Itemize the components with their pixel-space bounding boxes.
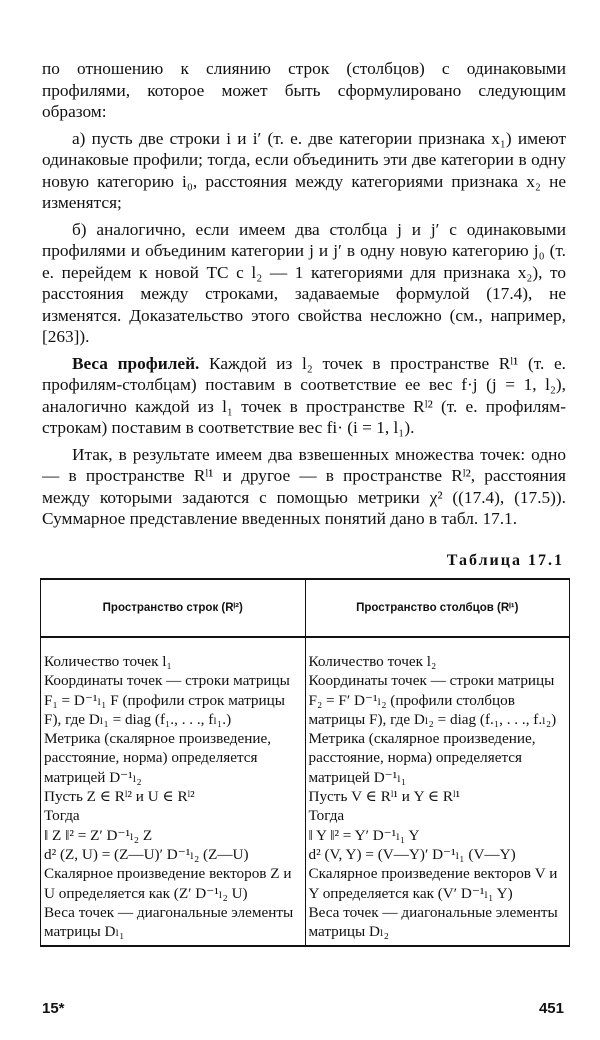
left-item: ‖ Z ‖² = Z′ D⁻¹ₗ₂ Z xyxy=(44,826,153,844)
table-body-row xyxy=(41,637,570,946)
header-rows-space: Пространство строк (Rˡ²) xyxy=(41,579,306,637)
right-item: Веса точек — диагональные элементы матрицы Dₗ₂ xyxy=(308,903,558,941)
right-item: Пусть V ∈ Rˡ¹ и Y ∈ Rˡ¹ xyxy=(308,788,461,806)
right-item: d² (V, Y) = (V—Y)′ D⁻¹ₗ₁ (V—Y) xyxy=(308,845,516,863)
column-columns-space xyxy=(305,637,570,946)
right-item: Тогда xyxy=(308,807,345,825)
column-rows-space xyxy=(41,637,306,946)
paragraph-5: Итак, в результате имеем два взвешенных множества точек: одно — в пространстве Rˡ¹ и другое — в пространстве Rˡ², расстояния между которыми задаются с помощью метрики χ² ((17.4), (17.5)). Суммарное представление введенных понятий дано в табл. 17.1. xyxy=(42,444,566,528)
right-item: Метрика (скалярное произведение, расстояние, норма) определяется матрицей D⁻¹ₗ₁ xyxy=(308,730,536,786)
right-item: Количество точек l₂ xyxy=(308,653,437,670)
body-text xyxy=(42,58,566,530)
page-number: 451 xyxy=(538,1000,564,1017)
left-item: Скалярное произведение векторов Z и U определяется как (Z′ D⁻¹ₗ₂ U) xyxy=(44,865,292,902)
right-item: ‖ Y ‖² = Y′ D⁻¹ₗ₁ Y xyxy=(308,826,420,844)
table-header-row xyxy=(41,579,570,637)
paragraph-2: а) пусть две строки i и i′ (т. е. две категории признака x₁) имеют одинаковые профили; тогда, если объединить эти две категории в одну новую категорию i₀, расстояния между категориями признака x₂ не изменятся; xyxy=(42,128,566,212)
left-item: Метрика (скалярное произведение, расстояние, норма) определяется матрицей D⁻¹ₗ₂ xyxy=(44,730,272,786)
summary-table xyxy=(40,578,570,947)
table-caption: Таблица 17.1 xyxy=(446,552,564,569)
paragraph-4 xyxy=(42,353,566,439)
paragraph-4-heading: Веса профилей. xyxy=(72,353,200,373)
right-item: Скалярное произведение векторов V и Y определяется как (V′ D⁻¹ₗ₁ Y) xyxy=(308,865,558,902)
left-item: d² (Z, U) = (Z—U)′ D⁻¹ₗ₂ (Z—U) xyxy=(44,845,249,863)
paragraph-4-text: Каждой из l₂ точек в пространстве Rˡ¹ (т. е. профилям-столбцам) поставим в соответствие ее вес f·j (j = 1, l₂), аналогично каждой из l₁ точек в пространстве Rˡ² (т. е. профилям-строкам) поставим в соответствие вес fi· (i = 1, l₁). xyxy=(42,353,566,437)
paragraph-1: по отношению к слиянию строк (столбцов) с одинаковыми профилями, которое может быть сформулировано следующим образом: xyxy=(42,59,566,121)
right-item: Координаты точек — строки матрицы F₂ = F′ D⁻¹ₗ₂ (профили столбцов матрицы F), где Dₗ₂ = diag (f.₁, . . ., f.ₗ₂) xyxy=(308,672,557,728)
left-item: Тогда xyxy=(44,807,80,825)
left-item: Пусть Z ∈ Rˡ² и U ∈ Rˡ² xyxy=(44,788,195,806)
left-item: Координаты точек — строки матрицы F₁ = D⁻¹ₗ₁ F (профили строк матрицы F), где Dₗ₁ = diag (f₁., . . ., fₗ₁.) xyxy=(44,672,290,728)
header-columns-space: Пространство столбцов (Rˡ¹) xyxy=(305,579,570,637)
sheet-signature: 15* xyxy=(42,1000,65,1017)
paragraph-3: б) аналогично, если имеем два столбца j и j′ с одинаковыми профилями и объединим категории j и j′ в одну новую категорию j₀ (т. е. перейдем к новой ТС с l₂ — 1 категориями для признака x₂), то расстояния между строками, задаваемые формулой (17.4), не изменятся. Доказательство этого свойства несложно (см., например, [263]). xyxy=(42,219,566,346)
left-item: Количество точек l₁ xyxy=(44,653,172,670)
left-item: Веса точек — диагональные элементы матрицы Dₗ₁ xyxy=(44,903,294,941)
